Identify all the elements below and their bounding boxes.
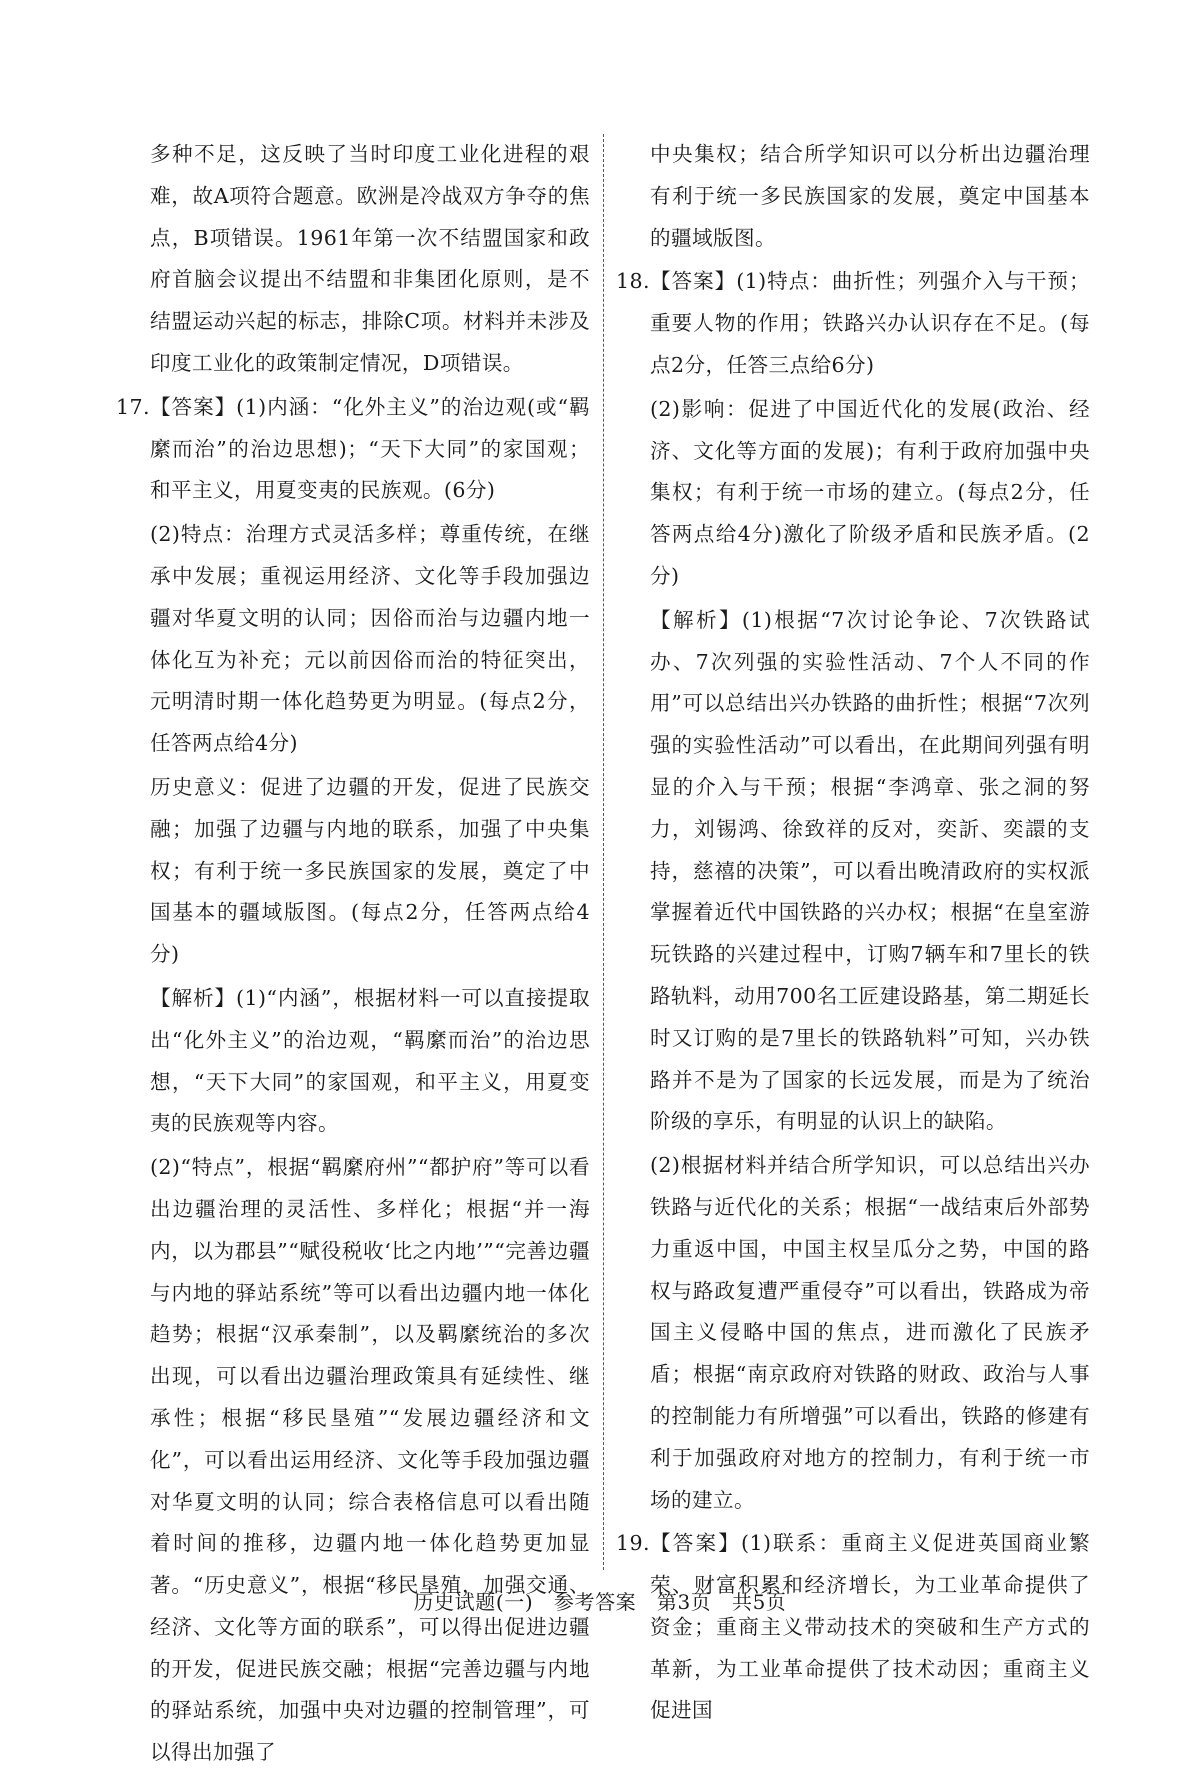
question-number: 17.: [116, 394, 150, 419]
paragraph: 历史意义：促进了边疆的开发，促进了民族交融；加强了边疆与内地的联系，加强了中央集权；有利于统一多民族国家的发展，奠定了中国基本的疆域版图。(每点2分，任答两点给4分): [150, 774, 590, 967]
paragraph: (2)“特点”，根据“羁縻府州”“都护府”等可以看出边疆治理的灵活性、多样化；根据“并一海内，以为郡县”“赋役税收‘比之内地’”“完善边疆与内地的驿站系统”等可以看出边疆内地一体化趋势；根据“汉承秦制”，以及羁縻统治的多次出现，可以看出边疆治理政策具有延续性、继承性；根据“移民垦殖”“发展边疆经济和文化”，可以看出运用经济、文化等手段加强边疆对华夏文明的认同；综合表格信息可以看出随着时间的推移，边疆内地一体化趋势更加显著。“历史意义”，根据“移民垦殖，加强交通、经济、文化等方面的联系”，可以得出促进边疆的开发，促进民族交融；根据“完善边疆与内地的驿站系统，加强中央对边疆的控制管理”，可以得出加强了: [150, 1155, 590, 1765]
right-column: [616, 134, 1090, 1732]
left-column: [116, 134, 590, 1774]
question-answer-block: [116, 387, 590, 512]
question-number: 19.: [616, 1531, 650, 1556]
paragraph: (2)特点：治理方式灵活多样；尊重传统，在继承中发展；重视运用经济、文化等手段加强边疆对华夏文明的认同；因俗而治与边疆内地一体化互为补充；元以前因俗而治的特征突出，元明清时期一体化趋势更为明显。(每点2分，任答两点给4分): [150, 522, 590, 756]
page-footer: 历史试题(一) 参考答案 第3页 共5页: [413, 1590, 787, 1614]
answer-text: 【答案】(1)联系：重商主义促进英国商业繁荣、财富积累和经济增长，为工业革命提供了资金；重商主义带动技术的突破和生产方式的革新，为工业革命提供了技术动因；重商主义促进国: [650, 1531, 1090, 1723]
question-answer-block: [616, 1523, 1090, 1732]
paragraph: (2)根据材料并结合所学知识，可以总结出兴办铁路与近代化的关系；根据“一战结束后外部势力重返中国，中国主权呈瓜分之势，中国的路权与路政复遭严重侵夺”可以看出，铁路成为帝国主义侵略中国的焦点，进而激化了民族矛盾；根据“南京政府对铁路的财政、政治与人事的控制能力有所增强”可以看出，铁路的修建有利于加强政府对地方的控制力，有利于统一市场的建立。: [650, 1153, 1090, 1512]
paragraph: 【解析】(1)根据“7次讨论争论、7次铁路试办、7次列强的实验性活动、7个人不同的作用”可以总结出兴办铁路的曲折性；根据“7次列强的实验性活动”可以看出，在此期间列强有明显的介入与干预；根据“李鸿章、张之洞的努力，刘锡鸿、徐致祥的反对，奕訢、奕譞的支持，慈禧的决策”，可以看出晚清政府的实权派掌握着近代中国铁路的兴办权；根据“在皇室游玩铁路的兴建过程中，订购7辆车和7里长的铁路轨料，动用700名工匠建设路基，第二期延长时又订购的是7里长的铁路轨料”可知，兴办铁路并不是为了国家的长远发展，而是为了统治阶级的享乐，有明显的认识上的缺陷。: [650, 607, 1090, 1134]
paragraph: 多种不足，这反映了当时印度工业化进程的艰难，故A项符合题意。欧洲是冷战双方争夺的焦点，B项错误。1961年第一次不结盟国家和政府首脑会议提出不结盟和非集团化原则，是不结盟运动兴起的标志，排除C项。材料并未涉及印度工业化的政策制定情况，D项错误。: [150, 142, 590, 375]
answer-text: 【答案】(1)内涵：“化外主义”的治边观(或“羁縻而治”的治边思想)；“天下大同”的家国观；和平主义，用夏变夷的民族观。(6分): [150, 394, 590, 503]
paragraph: 中央集权；结合所学知识可以分析出边疆治理有利于统一多民族国家的发展，奠定中国基本的疆域版图。: [650, 142, 1090, 250]
answer-text: 【答案】(1)特点：曲折性；列强介入与干预；重要人物的作用；铁路兴办认识存在不足。(每点2分，任答三点给6分): [650, 269, 1090, 377]
paragraph: 【解析】(1)“内涵”，根据材料一可以直接提取出“化外主义”的治边观，“羁縻而治”的治边思想，“天下大同”的家国观，和平主义，用夏变夷的民族观等内容。: [150, 985, 590, 1136]
column-divider: [603, 134, 604, 1570]
question-number: 18.: [616, 269, 650, 294]
question-answer-block: [616, 261, 1090, 386]
paragraph: (2)影响：促进了中国近代化的发展(政治、经济、文化等方面的发展)；有利于政府加强中央集权；有利于统一市场的建立。(每点2分，任答两点给4分)激化了阶级矛盾和民族矛盾。(2分): [650, 396, 1090, 588]
